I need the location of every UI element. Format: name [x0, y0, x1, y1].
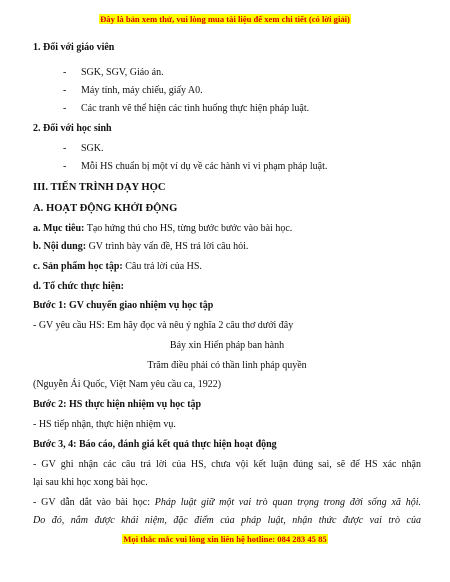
step34-line-1: - GV ghi nhận các câu trả lời của HS, chưa vội kết luận đúng sai, sẽ để HS xác nhận [33, 459, 421, 470]
step1-title: Bước 1: GV chuyển giao nhiệm vụ học tập [33, 300, 214, 311]
product-line: c. Sản phẩm học tập: Câu trả lời của HS. [33, 261, 202, 272]
section-iii-heading: III. TIẾN TRÌNH DẠY HỌC [33, 182, 166, 193]
section-teacher-title: 1. Đối với giáo viên [33, 42, 115, 53]
list-item: - Các tranh vẽ thể hiện các tình huống thực hiện pháp luật. [63, 103, 310, 114]
poem-source: (Nguyễn Ái Quốc, Việt Nam yêu cầu ca, 1922) [33, 379, 222, 390]
step34-line-2: lại sau khi học xong bài học. [33, 477, 148, 488]
step34-title: Bước 3, 4: Báo cáo, đánh giá kết quả thực hiện hoạt động [33, 439, 277, 450]
step2-title: Bước 2: HS thực hiện nhiệm vụ học tập [33, 399, 202, 410]
activity-a-heading: A. HOẠT ĐỘNG KHỞI ĐỘNG [33, 203, 178, 214]
step2-line: - HS tiếp nhận, thực hiện nhiệm vụ. [33, 419, 176, 430]
section-student-title: 2. Đối với học sinh [33, 123, 112, 134]
list-item: - SGK. [63, 143, 104, 154]
poem-line-1: Bảy xin Hiến pháp ban hành [169, 340, 285, 351]
step34-line-4: Do đó, nắm được khái niệm, đặc điểm của pháp luật, nhận thức được vai trò của [33, 515, 421, 526]
preview-notice-text: Đây là bản xem thử, vui lòng mua tài liệu để xem chi tiết (có lời giải) [100, 14, 350, 24]
step1-instruction: - GV yêu cầu HS: Em hãy đọc và nêu ý nghĩa 2 câu thơ dưới đây [33, 320, 294, 331]
content-line: b. Nội dung: GV trình bày vấn đề, HS trả lời câu hỏi. [33, 241, 249, 252]
list-item: - SGK, SGV, Giáo án. [63, 67, 164, 78]
hotline-text: Mọi thắc mắc vui lòng xin liên hệ hotline: 084 283 45 85 [123, 534, 327, 544]
poem-line-2: Trăm điều phải có thần linh pháp quyền [147, 360, 307, 371]
list-item: - Máy tính, máy chiếu, giấy A0. [63, 85, 203, 96]
step34-line-3: - GV dẫn dắt vào bài học: Pháp luật giữ một vai trò quan trọng trong đời sống xã hội. [33, 497, 421, 508]
list-item: - Mỗi HS chuẩn bị một ví dụ về các hành vi vi phạm pháp luật. [63, 161, 328, 172]
organization-line: d. Tổ chức thực hiện: [33, 281, 124, 292]
preview-notice-banner [0, 14, 450, 24]
hotline-banner [0, 534, 450, 544]
objective-line: a. Mục tiêu: Tạo hứng thú cho HS, từng bước bước vào bài học. [33, 223, 293, 234]
